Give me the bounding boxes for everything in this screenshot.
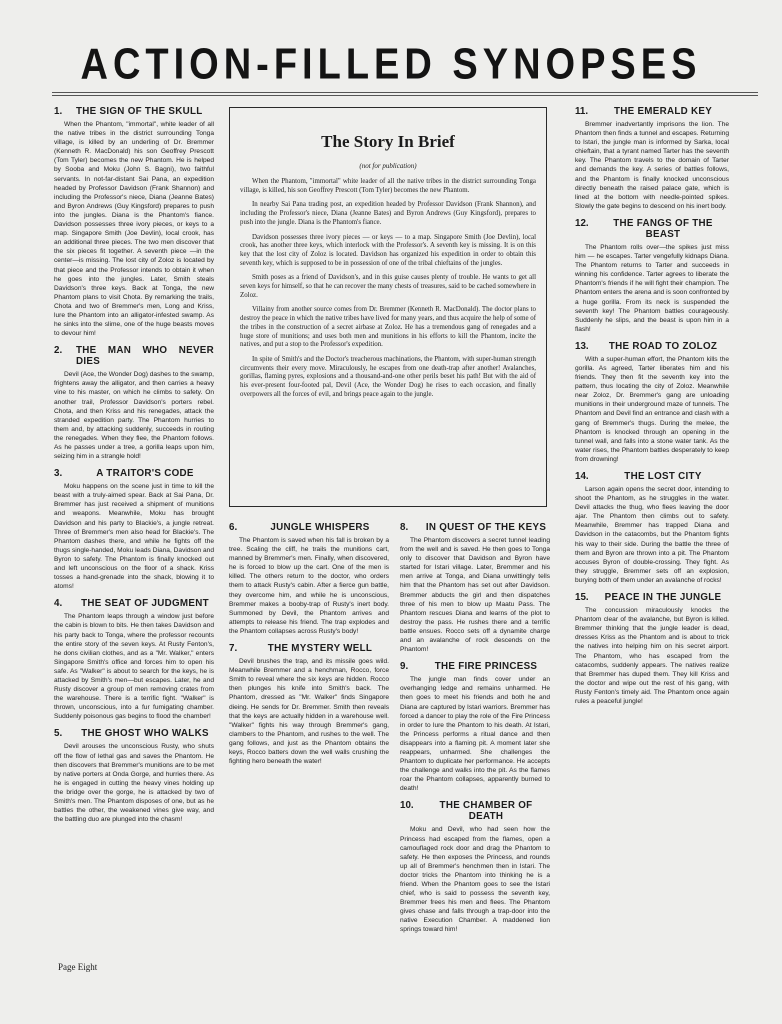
chapter-summary: The jungle man finds cover under an overhanging ledge and remains unharmed. He then goes to meet his friends and both he and Diana are captured by Istari warriors. Bremmer has forced a dancer to play the role of the Fire Princess in order to lure the Phantom to his death. At Istari, the Princess performs a ritual dance and then disappears into a flaming pit. A moment later she reappears, unharmed. She challenges the Phantom to duplicate her performance. He accepts the challenge and walks into the pit. As the flames roar the Phantom collapses, apparently burned to death! (400, 676, 550, 793)
box-paragraph: Smith poses as a friend of Davidson's, and in this guise causes plenty of trouble. He wants to get all seven keys for himself, so that he can recover the many chests of treasures, said to be cached somewhere in Zoloz. (240, 274, 536, 299)
box-paragraph: When the Phantom, "immortal" white leader of all the native tribes in the district surrounding Tonga village, is killed, his son Geoffrey Prescott (Tom Tyler) becomes the new Phantom. (240, 178, 536, 194)
box-paragraph: Davidson possesses three ivory pieces — or keys — to a map. Singapore Smith (Joe Devlin), local crook, has another three keys, which interlock with the Professor's. A seventh key is missing. It is on this key that the lost city of Zoloz is located. Davidson has organized his expedition in order to obtain this seventh key, which is supposed to be in possession of one of the tribal chieftains of the jungles. (240, 233, 536, 267)
chapter-number: 3. (54, 468, 63, 480)
chapter-title: JUNGLE WHISPERS (270, 522, 370, 533)
chapter-title: THE LOST CITY (624, 471, 702, 482)
synopsis-section (229, 643, 389, 766)
synopsis-section (400, 522, 550, 654)
chapter-summary: Larson again opens the secret door, intending to shoot the Phantom, as he struggles in the water. Devil attacks the thug, who flees leaving the door ajar. The Phantom then climbs out to safety. Meanwhile, Bremmer has trapped Diana and Davidson in the catacombs, but the Phantom fights his way to their side. During the battle the three of them and Byron are thrown into a pit. The Phantom accuses Byron of double-crossing. They fight. As they struggle, Bremmer sets off an explosion, burying both of them under an avalanche of rocks! (575, 486, 729, 584)
synopsis-section (575, 106, 729, 211)
chapter-title: THE EMERALD KEY (613, 106, 713, 117)
chapter-number: 13. (575, 340, 589, 352)
chapter-summary: The Phantom rolls over—the spikes just miss him — he escapes. Tarter vengefully kidnaps Diana. The Phantom returns to Tarter and succeeds in winning his confidence. Tarter agrees to liberate the Phantom's friends if he will fight their champion. The Phantom enters the arena and is soon confronted by a huge gorilla. From its neck is suspended the seventh key! The Phantom battles courageously. Suddenly he slips, and the beast is upon him in a flash! (575, 243, 729, 333)
chapter-title: THE CHAMBER OF DEATH (439, 800, 533, 823)
chapter-number: 15. (575, 592, 589, 604)
chapter-summary: Devil arouses the unconscious Rusty, who shuts off the flow of lethal gas and saves the Phantom. He then discovers that Bremmer's munitions are to be met by native porters at Onda Gorge, and hurries there. As he is engaged in cutting the heavy vines holding up the bridge over the gorge, he is attacked by two of Smith's men. The Phantom disposes of one, but as he battles the other, the weakened vines give way, and the battling duo are plunged into the chasm! (54, 743, 214, 824)
synopsis-section (229, 522, 389, 636)
chapter-summary: The Phantom discovers a secret tunnel leading from the well and is saved. He then goes to Tonga only to discover that Davidson and Byron have started for Istari village. Later, Bremmer and his men arrive at Tonga, and Diana unwittingly tells him that the Phantom has set out after Davidson. Bremmer abducts the girl and then dispatches three of his men to blow up Maatu Pass. The Phantom rescues Diana and learns of the plot to destroy the pass. He rushes there and a terrific battle ensues. Rocco sets off a dynamite charge and an avalanche of rock descends on the Phantom! (400, 537, 550, 654)
chapter-number: 12. (575, 217, 589, 229)
box-paragraph: In nearby Sai Pana trading post, an expedition headed by Professor Davidson (Frank Shannon), and including the Professor's niece, Diana (Jeanne Bates) and Byron Andrews (Guy Kingsford), prepares to push into the jungle. Diana is the Phantom's fiance. (240, 201, 536, 226)
chapter-title: THE MYSTERY WELL (267, 643, 373, 655)
box-title: The Story In Brief (321, 132, 455, 151)
chapter-number: 1. (54, 106, 63, 117)
chapter-summary: Devil brushes the trap, and its missile goes wild. Meanwhile Bremmer and a henchman, Rocco, force Smith to reveal where the six keys are hidden. Rocco then plunges his knife into Smith's back. The Phantom, dressed as "Mr. Walker" finds Singapore dieing. He sends for Dr. Bremmer. Smith then reveals that the keys are actually hidden in a warehouse well. "Walker" fights his way through Bremmer's gang, clambers to the Phantom, and rushes to the well. The gang follows, and just as the Phantom obtains the keys, Rocco batters down the well walls crushing the fighting hero beneath the water! (229, 658, 389, 766)
column-left (54, 106, 214, 951)
chapter-title: IN QUEST OF THE KEYS (425, 522, 547, 533)
chapter-summary: With a super-human effort, the Phantom kills the gorilla. As agreed, Tarter liberates him and his friends. They then fit the seventh key into the pattern, thus locating the city of Zoloz. Meanwhile near Zoloz, Dr. Bremmer's gang are unloading munitions in their underground maze of tunnels. The Phantom and Devil find an entrance and clash with a gang of Bremmer's thugs. During the melee, the Phantom is knocked through an opening in the tunnel wall, and falls into a stone water tank. As the water rises, the Phantom battles desperately to keep from drowning! (575, 355, 729, 463)
chapter-number: 8. (400, 522, 409, 533)
chapter-title: PEACE IN THE JUNGLE (604, 592, 722, 604)
synopsis-section (400, 800, 550, 934)
synopsis-section (54, 598, 214, 721)
chapter-number: 2. (54, 345, 63, 357)
chapter-summary: The Phantom is saved when his fall is broken by a tree. Scaling the cliff, he trails the munitions cart, manned by Bremmer's men. Finally, when discovered, he is forced to blow up the cart. One of the men is killed. The others return to the doctor, who orders them to attack Rusty's cabin. After a fierce gun battle, they overcome him, and while he is unconscious, Bremmer makes a booby-trap of Rusty's inert body. Summoned by Devil, the Phantom arrives and attempts to release his friend. The trap explodes and the Phantom collapses across Rusty's body! (229, 537, 389, 635)
story-in-brief-box (229, 107, 547, 507)
chapter-summary: Moku and Devil, who had seen how the Princess had escaped from the flames, open a camouflaged rock door and drag the Phantom to safety. He then exposes the Princess, and rounds up all of Bremmer's henchmen then in Istari. The doctor tricks the Phantom into thinking he is a friend. When the Phantom goes to see the Istari chief, who is said to possess the seventh key, Bremmer frees his men and flees. The Phantom gives chase and falls through a trap-door into the native Execution Chamber. A maddened lion springs toward him! (400, 826, 550, 934)
chapter-title: THE SEAT OF JUDGMENT (81, 598, 209, 610)
chapter-summary: When the Phantom, "immortal", white leader of all the native tribes in the district surrounding Tonga village, is killed by an underling of Dr. Bremmer (Kenneth R. MacDonald) his son Geoffrey Prescott (Tom Tyler) becomes the new Phantom. He is helped by Sooba and Moku (John S. Bagni), two faithful servants. In not-far-distant Sai Pana, an expedition headed by Professor Davidson (Frank Shannon) and including the Professor's niece, Diana (Jeanne Bates) and Byron Andrews (Guy Kingsford) prepares to push into the jungles. Diana is the Phantom's fiance. Davidson possesses three ivory pieces, or keys to a map. Singapore Smith (Joe Devlin), local crook, has an additional three pieces. The two men discover that the six pieces fit together. A seventh piece —in the center—is missing. The lost city of Zoloz is located by that piece and the Professor intends to obtain it when he goes into the jungles. Later, Smith steals Davidson's three keys. Back at Tonga, the new Phantom plans to visit Chota. By remarking the trails, Chota and two of Bremmer's men, Long and Kriss, lure the Phantom into an alligator-infested swamp. As he sinks into the slime, one of the huge beasts moves to devour him! (54, 121, 214, 338)
box-note: (not for publication) (359, 162, 417, 170)
chapter-number: 5. (54, 728, 63, 740)
column-center-left (229, 522, 389, 952)
chapter-summary: Moku happens on the scene just in time to kill the beast with a truly-aimed spear. Back at Sai Pana, Dr. Bremmer has just received a shipment of munitions and weapons. Meanwhile, Moku has brought Davidson and his party to Blackie's, a jungle retreat. Three of Bremmer's men also head for Blackie's. The Phantom dashes there, and while he fights off the thugs single-handed, Moku leads Diana, Davidson and Byron to safety. The Phantom is finally knocked out and left unconscious on the floor of a shack. Kriss tosses a hand-grenade into the shack, blowing it to atoms! (54, 483, 214, 591)
box-paragraph: In spite of Smith's and the Doctor's treacherous machinations, the Phantom, with super-human strength circumvents their every move. Miraculously, he escapes from one death-trap after another! Avalanches, gorillas, flaming pyres, explosions and a thousand-and-one other perils beset his path! But with the aid of his ever-present four-footed pal, Devil (Ace, the Wonder Dog) he rises to each occasion, and finally overpowers all the forces of evil, and brings peace again to the jungle. (240, 355, 536, 398)
synopsis-section (400, 661, 550, 793)
chapter-summary: The concussion miraculously knocks the Phantom clear of the avalanche, but Byron is killed. Bremmer thinking that the jungle leader is dead, dresses Kriss as the Phantom and is about to trick the natives into helping him on his secret airport. The Phantom, who has escaped from the catacombs, suddenly appears. The natives realize that Bremmer has duped them. They kill Kriss and the doctor and wipe out the rest of his gang, with Rusty Fenton's timely aid. The Phantom once again rules a peaceful jungle! (575, 607, 729, 705)
synopsis-section (575, 341, 729, 464)
chapter-number: 11. (575, 106, 589, 117)
chapter-summary: The Phantom leaps through a window just before the cabin is blown to bits. He then takes Davidson and his party back to Tonga, where the professor recounts the entire story of the seven keys. At Rusty Fenton's, he dons civilian clothes, and as a "Mr. Walker," enters Singapore Smith's office and forces him to open his safe. As "Walker" is about to search for the keys, he is attacked by Smith's men—but escapes. Later, he and Rusty discover a group of men removing crates from the warehouse. There is a terrific fight. "Walker" is thrown, unconscious, into a fur fumigating chamber. Suddenly poisonous gas begins to flood the chamber! (54, 613, 214, 721)
page-title: ACTION-FILLED SYNOPSES (80, 40, 702, 90)
box-paragraph: Villainy from another source comes from Dr. Bremmer (Kenneth R. MacDonald). The doctor plans to destroy the peace in which the native tribes have lived for many years, and thus acquire the help of some of the tribes in the construction of a secret airbase at Zoloz. He has a tremendous gang of renegades and a huge store of munitions; and uses both men and munitions in his efforts to kill the Phantom, incite the natives, and put a stop to the Professor's expedition. (240, 306, 537, 349)
chapter-title: THE ROAD TO ZOLOZ (608, 340, 718, 352)
chapter-title: THE SIGN OF THE SKULL (76, 106, 203, 117)
chapter-title: THE MAN WHO NEVER DIES (76, 345, 214, 368)
chapter-number: 6. (229, 522, 238, 533)
chapter-summary: Bremmer inadvertantly imprisons the lion. The Phantom then finds a tunnel and escapes. Returning to Istari, the jungle man is informed by Sarka, local chieftain, that a tyrant named Tarter has the seventh key. The Phantom travels to the domain of Tarter and demands the key. A series of battles follows, and the Phantom is finally knocked unconscious directly beneath the raised palace gate, which is lined at the bottom with needle-pointed spikes. Slowly the gate begins to descend on his inert body. (575, 121, 729, 210)
chapter-title: THE FIRE PRINCESS (434, 661, 538, 673)
header-rule (52, 92, 758, 93)
synopsis-section (54, 345, 214, 461)
chapter-number: 7. (229, 643, 238, 655)
synopsis-section (54, 106, 214, 338)
chapter-title: A TRAITOR'S CODE (96, 468, 194, 480)
chapter-title: THE FANGS OF THE BEAST (613, 217, 713, 240)
column-center-right (400, 522, 550, 952)
chapter-summary: Devil (Ace, the Wonder Dog) dashes to the swamp, frightens away the alligator, and then carries a heavy vine to his master, on which he climbs to safety. On another trail, Professor Davidson's porters rebel. Chota, and then Kriss and his renegades, attack the stranded expedition party. The Phantom hurries to them and, by attacking suddenly, succeeds in routing the renegades. When they flee, the Phantom follows. As he passes under a tree, a gorilla leaps upon him, seizing him in a strangle hold! (54, 371, 214, 461)
page-footer: Page Eight (58, 962, 98, 972)
header-rule-secondary (52, 95, 758, 96)
chapter-number: 10. (400, 800, 414, 812)
synopsis-section (575, 471, 729, 585)
chapter-number: 9. (400, 661, 409, 673)
column-right (575, 106, 729, 951)
chapter-number: 4. (54, 598, 63, 610)
chapter-title: THE GHOST WHO WALKS (81, 728, 209, 740)
chapter-number: 14. (575, 471, 589, 482)
synopsis-section (54, 728, 214, 824)
synopsis-section (54, 468, 214, 591)
synopsis-section (575, 592, 729, 706)
synopsis-section (575, 218, 729, 334)
